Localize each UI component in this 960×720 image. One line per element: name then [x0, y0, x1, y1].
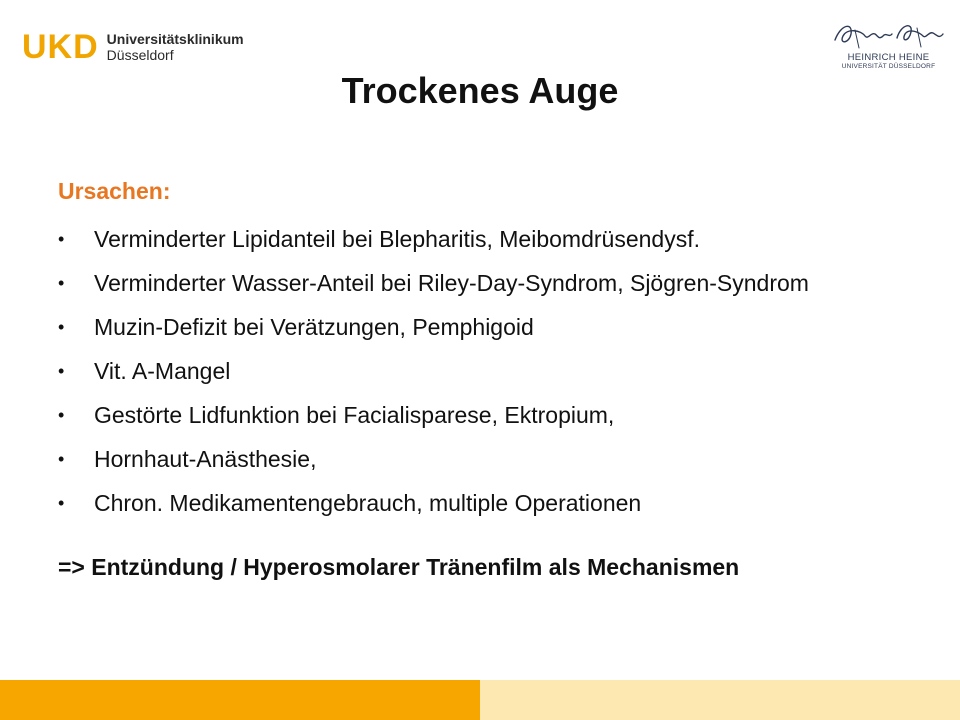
list-item-text: Chron. Medikamentengebrauch, multiple Operationen	[94, 490, 642, 516]
bullet-icon: •	[58, 449, 65, 469]
list-item	[58, 400, 918, 430]
ukd-logo	[22, 30, 244, 64]
slide-title: Trockenes Auge	[341, 70, 619, 111]
causes-heading: Ursachen:	[58, 178, 171, 204]
list-item-text: Hornhaut-Anästhesie,	[94, 446, 317, 472]
bullet-icon: •	[58, 317, 65, 337]
list-item-text: Gestörte Lidfunktion bei Facialisparese, Ektropium,	[94, 402, 615, 428]
hhu-logo-name: HEINRICH HEINE	[847, 52, 930, 63]
ukd-logo-letters: UKD	[22, 28, 99, 66]
list-item	[58, 268, 918, 298]
ukd-logo-text	[107, 31, 244, 63]
list-item	[58, 224, 918, 254]
ukd-logo-line1: Universitätsklinikum	[106, 31, 244, 47]
bullet-icon: •	[58, 405, 65, 425]
list-item	[58, 488, 918, 518]
bullet-icon: •	[58, 361, 65, 381]
list-item-text: Verminderter Lipidanteil bei Blepharitis, Meibomdrüsendysf.	[94, 226, 700, 252]
hhu-signature-icon	[831, 18, 946, 52]
footer-bar-gold	[0, 680, 480, 720]
hhu-logo	[831, 18, 946, 78]
list-item-text: Verminderter Wasser-Anteil bei Riley-Day-Syndrom, Sjögren-Syndrom	[94, 270, 809, 296]
list-item	[58, 444, 918, 474]
hhu-logo-sub: UNIVERSITÄT DÜSSELDORF	[841, 63, 936, 70]
footer-bar-light	[480, 680, 960, 720]
list-item-text: Muzin-Defizit bei Verätzungen, Pemphigoid	[94, 314, 534, 340]
conclusion-text: => Entzündung / Hyperosmolarer Tränenfilm als Mechanismen	[58, 554, 740, 580]
list-item-text: Vit. A-Mangel	[94, 358, 231, 384]
bullet-icon: •	[58, 493, 65, 513]
bullet-icon: •	[58, 229, 65, 249]
list-item	[58, 312, 918, 342]
slide-body	[58, 176, 918, 582]
bullet-icon: •	[58, 273, 65, 293]
ukd-logo-line2: Düsseldorf	[106, 47, 174, 63]
list-item	[58, 356, 918, 386]
causes-list	[58, 224, 918, 518]
